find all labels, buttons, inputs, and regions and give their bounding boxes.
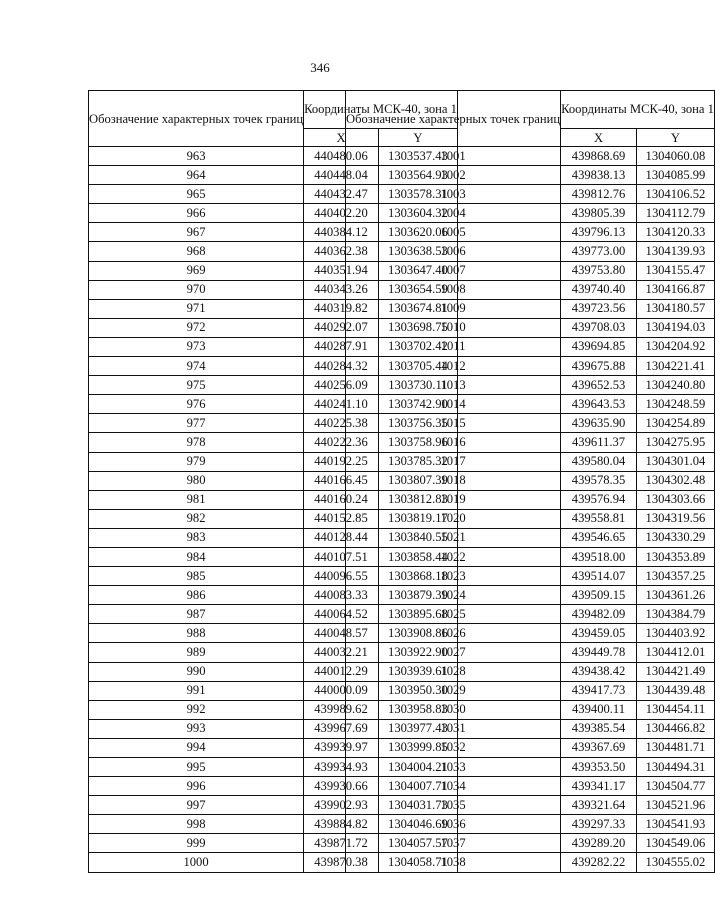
table-row: [346, 681, 715, 700]
coord-y: 1304504.77: [636, 777, 714, 796]
table-row: [346, 567, 715, 586]
point-number: 1010: [346, 318, 561, 337]
table-row: [346, 433, 715, 452]
header-coordinates: Координаты МСК-40, зона 1: [561, 91, 715, 129]
point-number: 1022: [346, 547, 561, 566]
coord-x: 439438.42: [561, 662, 637, 681]
table-row: [346, 147, 715, 166]
coord-y: 1304481.71: [636, 738, 714, 757]
coord-y: 1304494.31: [636, 758, 714, 777]
coord-y: 1303785.32: [378, 452, 457, 471]
point-number: 981: [89, 490, 304, 509]
table-row: [346, 337, 715, 356]
coord-x: 439611.37: [561, 433, 637, 452]
coord-x: 439635.90: [561, 414, 637, 433]
point-number: 1024: [346, 586, 561, 605]
point-number: 1030: [346, 700, 561, 719]
coord-x: 439989.62: [304, 700, 379, 719]
header-x: X: [304, 129, 379, 147]
coord-y: 1304254.89: [636, 414, 714, 433]
table-row: [346, 719, 715, 738]
coord-y: 1304155.47: [636, 261, 714, 280]
point-number: 973: [89, 337, 304, 356]
point-number: 983: [89, 528, 304, 547]
table-row: [346, 700, 715, 719]
point-number: 990: [89, 662, 304, 681]
coord-x: 439558.81: [561, 509, 637, 528]
point-number: 1007: [346, 261, 561, 280]
coord-x: 440362.38: [304, 242, 379, 261]
coord-x: 440048.57: [304, 624, 379, 643]
coord-y: 1304112.79: [636, 204, 714, 223]
coord-y: 1304303.66: [636, 490, 714, 509]
coord-x: 439341.17: [561, 777, 637, 796]
point-number: 991: [89, 681, 304, 700]
coord-y: 1304275.95: [636, 433, 714, 452]
coord-y: 1303758.96: [378, 433, 457, 452]
coord-x: 439417.73: [561, 681, 637, 700]
point-number: 1014: [346, 395, 561, 414]
point-number: 1029: [346, 681, 561, 700]
coord-y: 1304521.96: [636, 796, 714, 815]
point-number: 965: [89, 185, 304, 204]
coord-y: 1303638.53: [378, 242, 457, 261]
coord-y: 1304007.71: [378, 777, 457, 796]
coord-x: 439652.53: [561, 376, 637, 395]
point-number: 977: [89, 414, 304, 433]
table-row: [346, 509, 715, 528]
coord-x: 439518.00: [561, 547, 637, 566]
point-number: 1019: [346, 490, 561, 509]
coord-y: 1304330.29: [636, 528, 714, 547]
coord-x: 439871.72: [304, 834, 379, 853]
point-number: 1017: [346, 452, 561, 471]
coord-y: 1304139.93: [636, 242, 714, 261]
coord-y: 1304403.92: [636, 624, 714, 643]
coord-x: 439838.13: [561, 166, 637, 185]
coord-x: 439289.20: [561, 834, 637, 853]
coord-x: 439934.93: [304, 758, 379, 777]
point-number: 1000: [89, 853, 304, 872]
coord-x: 440107.51: [304, 547, 379, 566]
coord-x: 440152.85: [304, 509, 379, 528]
coord-x: 440222.36: [304, 433, 379, 452]
table-row: [346, 643, 715, 662]
coord-x: 439459.05: [561, 624, 637, 643]
point-number: 1006: [346, 242, 561, 261]
coord-y: 1303807.39: [378, 471, 457, 490]
coord-y: 1304194.03: [636, 318, 714, 337]
coord-y: 1303620.06: [378, 223, 457, 242]
coord-y: 1303604.32: [378, 204, 457, 223]
point-number: 975: [89, 376, 304, 395]
table-row: [346, 777, 715, 796]
point-number: 1034: [346, 777, 561, 796]
coord-y: 1304240.80: [636, 376, 714, 395]
point-number: 986: [89, 586, 304, 605]
coord-x: 440160.24: [304, 490, 379, 509]
coord-x: 440480.06: [304, 147, 379, 166]
coord-x: 439580.04: [561, 452, 637, 471]
point-number: 969: [89, 261, 304, 280]
coord-y: 1303730.11: [378, 376, 457, 395]
point-number: 1026: [346, 624, 561, 643]
coord-x: 440343.26: [304, 280, 379, 299]
coord-y: 1304106.52: [636, 185, 714, 204]
point-number: 978: [89, 433, 304, 452]
point-number: 1003: [346, 185, 561, 204]
coord-x: 439773.00: [561, 242, 637, 261]
point-number: 976: [89, 395, 304, 414]
point-number: 1004: [346, 204, 561, 223]
coord-x: 440083.33: [304, 586, 379, 605]
coord-y: 1303908.86: [378, 624, 457, 643]
coord-x: 440402.20: [304, 204, 379, 223]
point-number: 1036: [346, 815, 561, 834]
coordinates-table-right: [345, 90, 715, 873]
coord-y: 1304353.89: [636, 547, 714, 566]
coord-y: 1304412.01: [636, 643, 714, 662]
coord-y: 1304466.82: [636, 719, 714, 738]
point-number: 1038: [346, 853, 561, 872]
coord-x: 439967.69: [304, 719, 379, 738]
coord-y: 1303674.81: [378, 299, 457, 318]
coord-y: 1304357.25: [636, 567, 714, 586]
point-number: 967: [89, 223, 304, 242]
coord-x: 440166.45: [304, 471, 379, 490]
coord-x: 439868.69: [561, 147, 637, 166]
header-designation: Обозначение характерных точек границ: [89, 91, 304, 147]
point-number: 966: [89, 204, 304, 223]
table-row: [346, 204, 715, 223]
coord-x: 439740.40: [561, 280, 637, 299]
coord-y: 1304046.69: [378, 815, 457, 834]
table-row: [346, 166, 715, 185]
coord-x: 439753.80: [561, 261, 637, 280]
point-number: 1005: [346, 223, 561, 242]
point-number: 974: [89, 357, 304, 376]
table-row: [346, 528, 715, 547]
coord-x: 440241.10: [304, 395, 379, 414]
table-row: [346, 853, 715, 872]
table-row: [346, 357, 715, 376]
coord-y: 1303879.39: [378, 586, 457, 605]
header-x: X: [561, 129, 637, 147]
point-number: 1031: [346, 719, 561, 738]
coord-y: 1304004.21: [378, 758, 457, 777]
table-row: [346, 834, 715, 853]
coord-y: 1303702.42: [378, 337, 457, 356]
table-row: [346, 242, 715, 261]
point-number: 1021: [346, 528, 561, 547]
point-number: 1020: [346, 509, 561, 528]
point-number: 989: [89, 643, 304, 662]
coord-x: 439482.09: [561, 605, 637, 624]
coord-y: 1304166.87: [636, 280, 714, 299]
point-number: 1033: [346, 758, 561, 777]
coord-x: 439297.33: [561, 815, 637, 834]
header-designation: Обозначение характерных точек границ: [346, 91, 561, 147]
coord-x: 439870.38: [304, 853, 379, 872]
coord-x: 439509.15: [561, 586, 637, 605]
coord-y: 1303705.44: [378, 357, 457, 376]
point-number: 1037: [346, 834, 561, 853]
coord-x: 440351.94: [304, 261, 379, 280]
point-number: 1013: [346, 376, 561, 395]
coord-x: 440319.82: [304, 299, 379, 318]
point-number: 1027: [346, 643, 561, 662]
point-number: 1002: [346, 166, 561, 185]
coord-x: 439400.11: [561, 700, 637, 719]
coord-y: 1304248.59: [636, 395, 714, 414]
point-number: 995: [89, 758, 304, 777]
point-number: 1009: [346, 299, 561, 318]
coord-y: 1303950.30: [378, 681, 457, 700]
coord-x: 439708.03: [561, 318, 637, 337]
point-number: 1015: [346, 414, 561, 433]
coord-y: 1303922.90: [378, 643, 457, 662]
coord-x: 439578.35: [561, 471, 637, 490]
coord-y: 1303647.40: [378, 261, 457, 280]
coord-x: 439939.97: [304, 738, 379, 757]
table-row: [346, 758, 715, 777]
coord-x: 440225.38: [304, 414, 379, 433]
point-number: 1028: [346, 662, 561, 681]
point-number: 992: [89, 700, 304, 719]
coord-y: 1303564.93: [378, 166, 457, 185]
coord-y: 1303977.43: [378, 719, 457, 738]
point-number: 994: [89, 738, 304, 757]
table-row: [346, 586, 715, 605]
coord-x: 439675.88: [561, 357, 637, 376]
table-row: [346, 185, 715, 204]
point-number: 980: [89, 471, 304, 490]
coord-y: 1304549.06: [636, 834, 714, 853]
point-number: 964: [89, 166, 304, 185]
table-row: [346, 624, 715, 643]
table-row: [346, 471, 715, 490]
point-number: 996: [89, 777, 304, 796]
coord-x: 439796.13: [561, 223, 637, 242]
coord-y: 1303958.83: [378, 700, 457, 719]
coord-y: 1303698.75: [378, 318, 457, 337]
point-number: 999: [89, 834, 304, 853]
coord-x: 439449.78: [561, 643, 637, 662]
coord-y: 1303742.90: [378, 395, 457, 414]
point-number: 968: [89, 242, 304, 261]
table-row: [346, 261, 715, 280]
page-number: 346: [310, 60, 330, 75]
coord-x: 439353.50: [561, 758, 637, 777]
coord-y: 1304060.08: [636, 147, 714, 166]
table-row: [346, 796, 715, 815]
table-row: [346, 547, 715, 566]
coord-x: 440032.21: [304, 643, 379, 662]
table-row: [346, 605, 715, 624]
coord-y: 1303858.44: [378, 547, 457, 566]
coord-y: 1304541.93: [636, 815, 714, 834]
header-y: Y: [636, 129, 714, 147]
coord-y: 1304439.48: [636, 681, 714, 700]
point-number: 1001: [346, 147, 561, 166]
coord-y: 1303939.61: [378, 662, 457, 681]
coord-x: 440192.25: [304, 452, 379, 471]
point-number: 1025: [346, 605, 561, 624]
coord-y: 1304454.11: [636, 700, 714, 719]
coord-x: 440448.04: [304, 166, 379, 185]
table-row: [346, 490, 715, 509]
point-number: 997: [89, 796, 304, 815]
point-number: 998: [89, 815, 304, 834]
coord-x: 440000.09: [304, 681, 379, 700]
coord-y: 1304031.73: [378, 796, 457, 815]
coord-y: 1304058.71: [378, 853, 457, 872]
coord-y: 1303654.59: [378, 280, 457, 299]
point-number: 1023: [346, 567, 561, 586]
coord-x: 439643.53: [561, 395, 637, 414]
coord-x: 440384.12: [304, 223, 379, 242]
point-number: 1018: [346, 471, 561, 490]
table-row: [346, 280, 715, 299]
coord-y: 1304384.79: [636, 605, 714, 624]
coord-y: 1304180.57: [636, 299, 714, 318]
coord-y: 1304361.26: [636, 586, 714, 605]
coord-x: 439902.93: [304, 796, 379, 815]
coord-x: 439723.56: [561, 299, 637, 318]
table-row: [346, 738, 715, 757]
coord-x: 439546.65: [561, 528, 637, 547]
table-row: [346, 223, 715, 242]
table-row: [346, 395, 715, 414]
point-number: 1016: [346, 433, 561, 452]
coord-x: 440012.29: [304, 662, 379, 681]
coord-y: 1303868.18: [378, 567, 457, 586]
coord-y: 1303840.55: [378, 528, 457, 547]
coord-y: 1303999.85: [378, 738, 457, 757]
coord-y: 1303895.68: [378, 605, 457, 624]
coord-y: 1304120.33: [636, 223, 714, 242]
coord-x: 440064.52: [304, 605, 379, 624]
coord-x: 440432.47: [304, 185, 379, 204]
point-number: 982: [89, 509, 304, 528]
coord-y: 1304085.99: [636, 166, 714, 185]
coord-x: 439321.64: [561, 796, 637, 815]
header-coordinates: Координаты МСК-40, зона 1: [304, 91, 458, 129]
coord-y: 1303819.17: [378, 509, 457, 528]
coord-x: 440292.07: [304, 318, 379, 337]
coord-y: 1303812.83: [378, 490, 457, 509]
table-row: [346, 662, 715, 681]
coord-y: 1304555.02: [636, 853, 714, 872]
coord-x: 439367.69: [561, 738, 637, 757]
coord-y: 1304221.41: [636, 357, 714, 376]
point-number: 1008: [346, 280, 561, 299]
coord-y: 1304057.57: [378, 834, 457, 853]
coord-x: 440284.32: [304, 357, 379, 376]
coord-x: 439576.94: [561, 490, 637, 509]
coord-x: 439385.54: [561, 719, 637, 738]
coord-y: 1304319.56: [636, 509, 714, 528]
point-number: 970: [89, 280, 304, 299]
coord-x: 439884.82: [304, 815, 379, 834]
point-number: 971: [89, 299, 304, 318]
coord-x: 440256.09: [304, 376, 379, 395]
table-row: [346, 299, 715, 318]
table-row: [346, 815, 715, 834]
header-y: Y: [378, 129, 457, 147]
coord-y: 1303537.43: [378, 147, 457, 166]
point-number: 988: [89, 624, 304, 643]
coord-y: 1303756.35: [378, 414, 457, 433]
coord-x: 439514.07: [561, 567, 637, 586]
point-number: 979: [89, 452, 304, 471]
table-row: [346, 376, 715, 395]
point-number: 1032: [346, 738, 561, 757]
coord-y: 1304421.49: [636, 662, 714, 681]
coord-x: 440287.91: [304, 337, 379, 356]
coord-x: 439694.85: [561, 337, 637, 356]
point-number: 985: [89, 567, 304, 586]
point-number: 987: [89, 605, 304, 624]
coord-x: 439805.39: [561, 204, 637, 223]
coord-y: 1304204.92: [636, 337, 714, 356]
point-number: 993: [89, 719, 304, 738]
coord-y: 1303578.31: [378, 185, 457, 204]
coord-x: 439282.22: [561, 853, 637, 872]
table-row: [346, 414, 715, 433]
point-number: 1012: [346, 357, 561, 376]
table-row: [346, 318, 715, 337]
point-number: 1035: [346, 796, 561, 815]
point-number: 963: [89, 147, 304, 166]
coord-x: 440128.44: [304, 528, 379, 547]
coord-x: 440096.55: [304, 567, 379, 586]
point-number: 972: [89, 318, 304, 337]
coord-x: 439930.66: [304, 777, 379, 796]
coord-y: 1304302.48: [636, 471, 714, 490]
point-number: 1011: [346, 337, 561, 356]
coord-x: 439812.76: [561, 185, 637, 204]
table-row: [346, 452, 715, 471]
coord-y: 1304301.04: [636, 452, 714, 471]
point-number: 984: [89, 547, 304, 566]
